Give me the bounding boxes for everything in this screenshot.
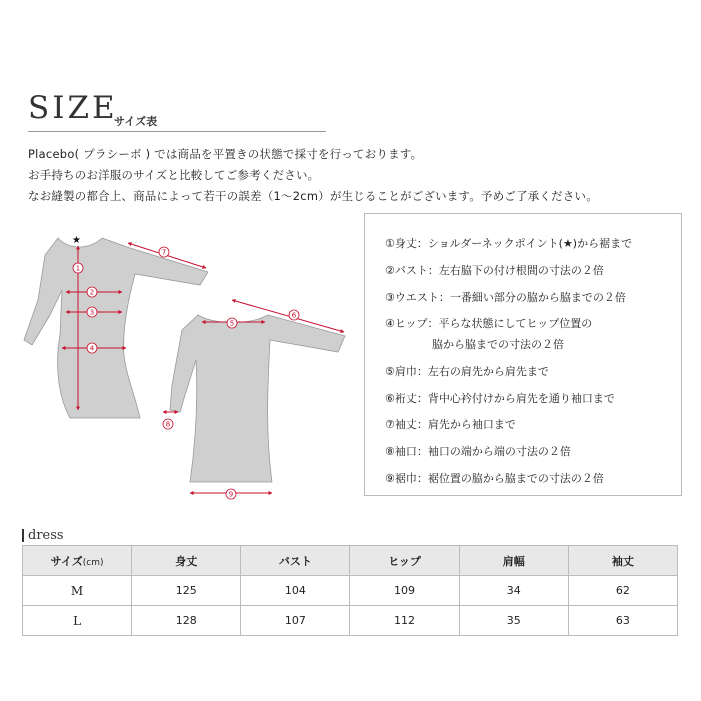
- row-size: L: [23, 606, 132, 636]
- note-tolerance: なお縫製の都合上、商品によって若干の誤差（1〜2cm）が生じることがございます。予めご了承ください。: [28, 189, 598, 203]
- measurement-legend: [364, 213, 682, 496]
- legend-sleeve-length: ⑦袖丈：肩先から袖口まで: [385, 418, 516, 431]
- marker-8: 8: [165, 420, 171, 429]
- note-measurement: Placebo( プラシーボ ) では商品を平置きの状態で採寸を行っております。: [28, 147, 423, 161]
- legend-hip: ④ヒップ：平らな状態にしてヒップ位置の: [385, 317, 593, 330]
- legend-bust: ②バスト：左右脇下の付け根間の寸法の２倍: [385, 264, 604, 277]
- marker-4: 4: [89, 344, 95, 353]
- legend-shoulder: ⑤肩巾：左右の肩先から肩先まで: [385, 365, 549, 378]
- marker-9: 9: [228, 490, 234, 499]
- table-cell: 35: [459, 606, 568, 636]
- table-cell: 107: [241, 606, 350, 636]
- table-row: [23, 576, 678, 606]
- marker-3: 3: [89, 308, 95, 317]
- marker-5: 5: [229, 319, 235, 328]
- size-title: SIZE: [28, 90, 118, 126]
- marker-7: 7: [161, 248, 167, 257]
- size-subtitle: サイズ表: [114, 115, 158, 128]
- note-compare: お手持ちのお洋服のサイズと比較してご参考ください。: [28, 168, 320, 182]
- header-hip: ヒップ: [350, 546, 459, 576]
- table-header-row: [23, 546, 678, 576]
- dress-back-shape: [170, 315, 345, 482]
- legend-hem: ⑨裾巾：裾位置の脇から脇までの寸法の２倍: [385, 472, 604, 485]
- size-table: [22, 545, 678, 636]
- marker-2: 2: [89, 288, 95, 297]
- table-cell: 128: [132, 606, 241, 636]
- marker-6: 6: [291, 311, 297, 320]
- section-label-dress: dress: [22, 529, 64, 542]
- legend-length: ①身丈：ショルダーネックポイント(★)から裾まで: [385, 237, 633, 250]
- legend-waist: ③ウエスト：一番細い部分の脇から脇までの２倍: [385, 291, 626, 304]
- table-cell: 62: [568, 576, 677, 606]
- table-cell: 104: [241, 576, 350, 606]
- header-length: 身丈: [132, 546, 241, 576]
- table-cell: 112: [350, 606, 459, 636]
- header-bust: バスト: [241, 546, 350, 576]
- table-cell: 109: [350, 576, 459, 606]
- table-cell: 34: [459, 576, 568, 606]
- shoulder-neck-star: ★: [72, 235, 81, 246]
- marker-1: 1: [75, 264, 81, 273]
- header-shoulder: 肩幅: [459, 546, 568, 576]
- legend-hip-continued: 脇から脇までの寸法の２倍: [432, 338, 564, 351]
- table-row: [23, 606, 678, 636]
- header-size: サイズ(cm): [23, 546, 132, 576]
- header-sleeve: 袖丈: [568, 546, 677, 576]
- table-cell: 63: [568, 606, 677, 636]
- legend-sleeve-reach: ⑥裄丈：背中心衿付けから肩先を通り袖口まで: [385, 392, 615, 405]
- table-cell: 125: [132, 576, 241, 606]
- row-size: M: [23, 576, 132, 606]
- legend-cuff: ⑧袖口：袖口の端から端の寸法の２倍: [385, 445, 571, 458]
